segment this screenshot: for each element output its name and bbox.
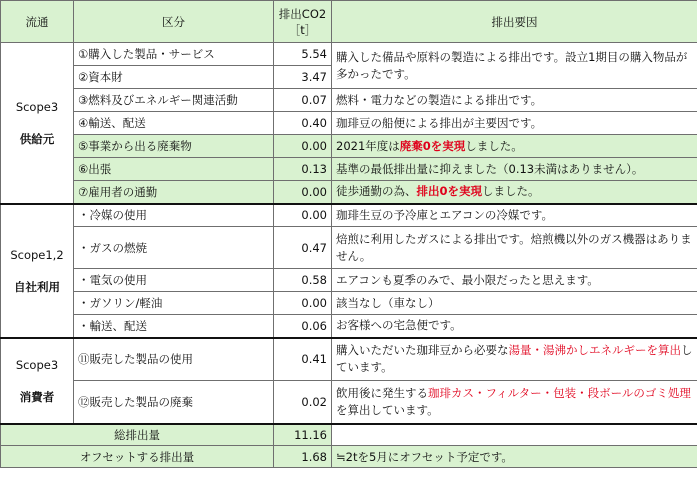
- value-cell: 0.58: [274, 269, 332, 292]
- header-category: 区分: [74, 1, 274, 43]
- value-cell: 0.40: [274, 112, 332, 135]
- cause-text: しています。: [336, 343, 693, 375]
- cause-cell: エアコンも夏季のみで、最小限だったと思えます。: [332, 269, 697, 292]
- category-cell: ・ガソリン/軽油: [74, 292, 274, 315]
- table-row: [1, 135, 697, 158]
- cause-highlight: 湯量・湯沸かしエネルギーを算出: [508, 343, 681, 358]
- header-emission: [274, 1, 332, 43]
- table-row: [1, 315, 697, 338]
- total-row: [1, 424, 697, 446]
- header-flow: 流通: [1, 1, 74, 43]
- category-cell: ・冷媒の使用: [74, 204, 274, 227]
- cause-cell: 該当なし（車なし）: [332, 292, 697, 315]
- offset-cause: ≒2tを5月にオフセット予定です。: [332, 446, 697, 468]
- category-cell: ・ガスの燃焼: [74, 227, 274, 269]
- group-scope-label: Scope3: [15, 99, 59, 114]
- value-cell: 0.00: [274, 135, 332, 158]
- total-label: 総排出量: [1, 424, 274, 446]
- value-cell: 0.00: [274, 204, 332, 227]
- category-cell: ・輸送、配送: [74, 315, 274, 338]
- cause-highlight: 廃棄0を実現: [399, 138, 466, 153]
- cause-cell: 基準の最低排出量に抑えました（0.13未満はありません）。: [332, 158, 697, 181]
- header-row: [1, 1, 697, 43]
- table-row: [1, 43, 697, 66]
- table-row: [1, 338, 697, 381]
- category-cell: ⑤事業から出る廃棄物: [74, 135, 274, 158]
- cause-text: しました。: [482, 184, 540, 199]
- cause-text: を算出しています。: [336, 402, 439, 417]
- offset-label: オフセットする排出量: [1, 446, 274, 468]
- header-cause: 排出要因: [332, 1, 697, 43]
- cause-text: 飲用後に発生する: [336, 385, 428, 400]
- cause-cell: [332, 381, 697, 424]
- category-cell: ⑦雇用者の通勤: [74, 181, 274, 204]
- cause-highlight: 排出0を実現: [416, 184, 483, 199]
- cause-text: 徒歩通勤の為、: [336, 184, 417, 199]
- total-value: 11.16: [274, 424, 332, 446]
- table-row: [1, 158, 697, 181]
- table-row: [1, 269, 697, 292]
- table-row: [1, 381, 697, 424]
- cause-cell: 珈琲豆の船便による排出が主要因です。: [332, 112, 697, 135]
- value-cell: 3.47: [274, 66, 332, 89]
- category-cell: ・電気の使用: [74, 269, 274, 292]
- group-name-label: 消費者: [19, 389, 55, 404]
- group-scope-label: Scope3: [15, 357, 59, 372]
- group-supplier: [1, 43, 74, 204]
- header-emission-line1: 排出CO2: [278, 6, 327, 21]
- table-row: [1, 181, 697, 204]
- value-cell: 0.41: [274, 338, 332, 381]
- table-row: [1, 227, 697, 269]
- cause-highlight: 珈琲カス・フィルター・包装・段ボールのゴミ処理: [428, 385, 691, 400]
- table-row: [1, 89, 697, 112]
- group-name-label: 供給元: [19, 131, 55, 146]
- value-cell: 0.00: [274, 181, 332, 204]
- cause-text: 購入いただいた珈琲豆から必要な: [336, 343, 509, 358]
- table-row: [1, 112, 697, 135]
- table-row: [1, 204, 697, 227]
- category-cell: ①購入した製品・サービス: [74, 43, 274, 66]
- total-cause: [332, 424, 697, 446]
- group-name-label: 自社利用: [14, 279, 60, 294]
- cause-cell: 燃料・電力などの製造による排出です。: [332, 89, 697, 112]
- cause-cell: 焙煎に利用したガスによる排出です。焙煎機以外のガス機器はありません。: [332, 227, 697, 269]
- category-cell: ④輸送、配送: [74, 112, 274, 135]
- value-cell: 0.02: [274, 381, 332, 424]
- cause-text: しました。: [465, 138, 523, 153]
- cause-cell: [332, 181, 697, 204]
- category-cell: ⑥出張: [74, 158, 274, 181]
- cause-cell: お客様への宅急便です。: [332, 315, 697, 338]
- header-emission-unit: ［t］: [288, 22, 317, 37]
- cause-cell: 珈琲生豆の予冷庫とエアコンの冷媒です。: [332, 204, 697, 227]
- value-cell: 0.00: [274, 292, 332, 315]
- value-cell: 5.54: [274, 43, 332, 66]
- value-cell: 0.47: [274, 227, 332, 269]
- group-scope-label: Scope1,2: [10, 247, 64, 262]
- cause-cell: 購入した備品や原料の製造による排出です。設立1期目の購入物品が多かったです。: [332, 43, 697, 89]
- category-cell: ⑫販売した製品の廃棄: [74, 381, 274, 424]
- offset-row: [1, 446, 697, 468]
- value-cell: 0.06: [274, 315, 332, 338]
- category-cell: ②資本財: [74, 66, 274, 89]
- group-company: [1, 204, 74, 338]
- offset-value: 1.68: [274, 446, 332, 468]
- group-consumer: [1, 338, 74, 424]
- cause-text: 2021年度は: [336, 138, 400, 153]
- table-row: [1, 292, 697, 315]
- cause-cell: [332, 135, 697, 158]
- value-cell: 0.07: [274, 89, 332, 112]
- category-cell: ⑪販売した製品の使用: [74, 338, 274, 381]
- value-cell: 0.13: [274, 158, 332, 181]
- cause-cell: [332, 338, 697, 381]
- category-cell: ③燃料及びエネルギー関連活動: [74, 89, 274, 112]
